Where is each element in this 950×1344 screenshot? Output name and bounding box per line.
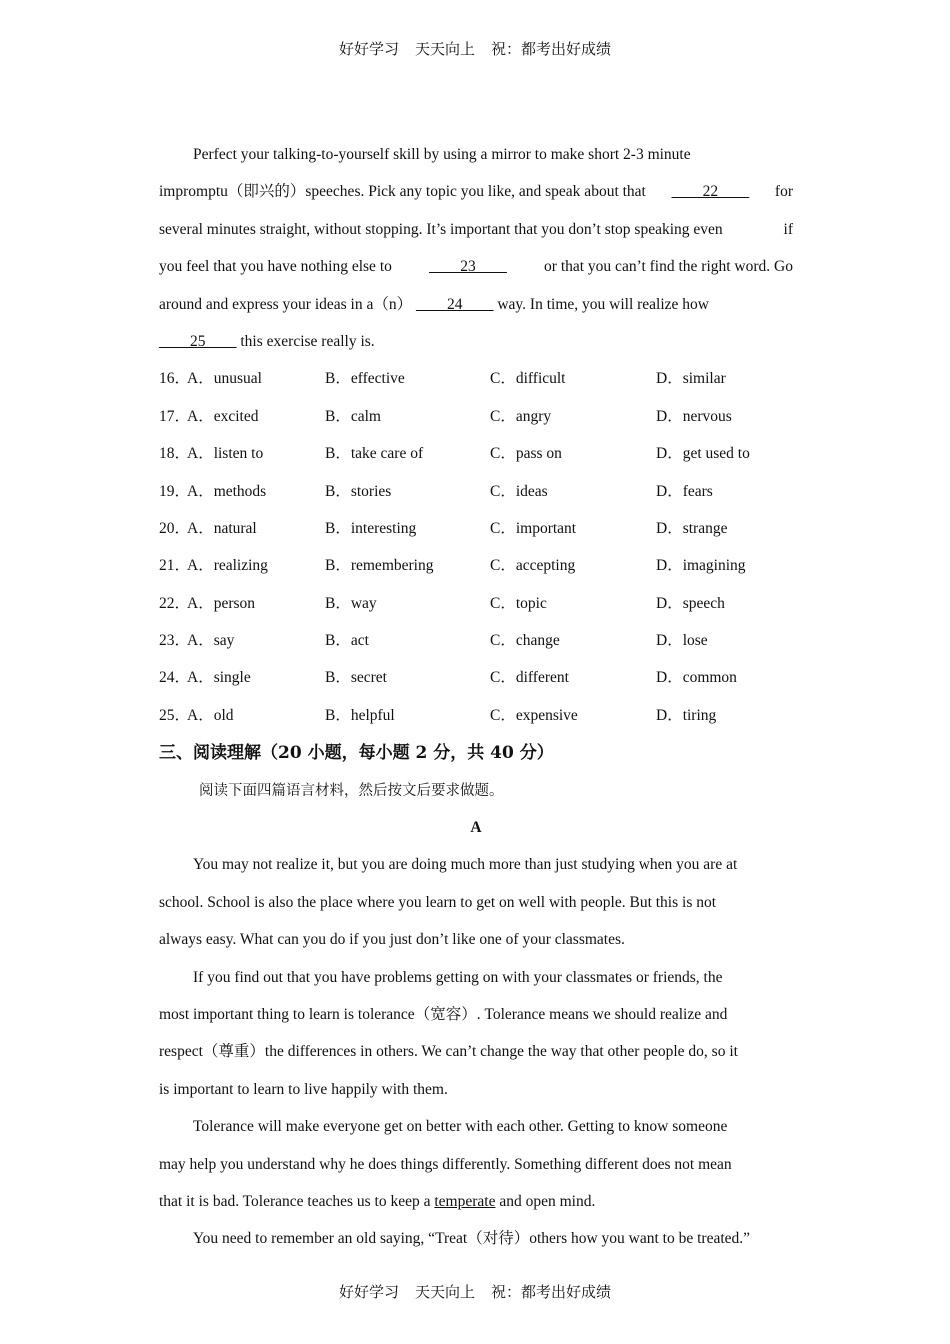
option-a: A．excited — [187, 407, 259, 425]
option-a: A．natural — [187, 519, 257, 537]
passage-text: for — [774, 183, 793, 201]
option-c: C．difficult — [490, 370, 566, 388]
passage-text: that it is bad. Tolerance teaches us to keep a — [159, 1192, 431, 1210]
option-a: A．methods — [187, 482, 267, 500]
passage-a-line: You may not realize it, but you are doing much more than just studying when you are at — [193, 856, 738, 874]
passage-text: around and express your ideas in a（n） — [159, 295, 413, 313]
passage-a-line: may help you understand why he does things differently. Something different does not mean — [159, 1155, 732, 1173]
question-number: 25． — [159, 706, 191, 724]
option-b: B．effective — [325, 370, 405, 388]
page-footer — [0, 1281, 950, 1302]
question-row — [159, 592, 793, 629]
passage-line — [159, 293, 793, 330]
blank-22: ____22____ — [671, 183, 750, 201]
option-c: C．change — [490, 632, 560, 650]
option-b: B．secret — [325, 669, 387, 687]
footer-mid: 天天向上 — [414, 1283, 475, 1301]
option-c: C．pass on — [490, 445, 562, 463]
question-row — [159, 405, 793, 442]
option-d: D．lose — [656, 632, 708, 650]
passage-text: and open mind. — [499, 1192, 596, 1210]
question-row — [159, 704, 793, 741]
option-a: A．listen to — [187, 445, 264, 463]
passage-line — [159, 180, 793, 217]
question-row — [159, 629, 793, 666]
question-number: 17． — [159, 407, 191, 425]
passage-text: several minutes straight, without stopping. It’s important that you don’t stop speaking even — [159, 220, 723, 238]
option-c: C．topic — [490, 594, 547, 612]
question-list — [159, 367, 793, 741]
option-c: C．important — [490, 519, 577, 537]
question-row — [159, 480, 793, 517]
question-number: 19． — [159, 482, 191, 500]
question-row — [159, 554, 793, 591]
option-d: D．speech — [656, 594, 725, 612]
question-number: 20． — [159, 519, 191, 537]
question-number: 21． — [159, 557, 191, 575]
passage-line — [159, 255, 793, 292]
passage-line — [159, 330, 793, 367]
question-row — [159, 517, 793, 554]
passage-text: this exercise really is. — [240, 332, 375, 350]
passage-a-line: If you find out that you have problems getting on with your classmates or friends, the — [193, 968, 723, 986]
document-body — [159, 143, 793, 1265]
passage-a-line — [159, 1190, 793, 1227]
passage-line — [159, 218, 793, 255]
blank-23: ____23____ — [429, 258, 507, 276]
passage-a-line: You need to remember an old saying, “Treat（对待）others how you want to be treated.” — [193, 1230, 751, 1248]
question-row — [159, 666, 793, 703]
option-c: C．expensive — [490, 706, 578, 724]
blank-24: ____24____ — [415, 295, 494, 313]
passage-text: you feel that you have nothing else to — [159, 258, 392, 276]
option-b: B．stories — [325, 482, 392, 500]
option-a: A．realizing — [187, 557, 268, 575]
option-b: B．act — [325, 632, 369, 650]
option-d: D．tiring — [656, 706, 717, 724]
section-instruction: 阅读下面四篇语言材料，然后按文后要求做题。 — [199, 782, 504, 799]
option-d: D．nervous — [656, 407, 732, 425]
passage-line: Perfect your talking-to-yourself skill by using a mirror to make short 2-3 minute — [193, 146, 691, 163]
option-c: C．accepting — [490, 557, 576, 575]
question-row — [159, 442, 793, 479]
part-label: A — [470, 819, 482, 837]
passage-a-line: school. School is also the place where you learn to get on well with people. But this is not — [159, 893, 717, 911]
passage-a-line: Tolerance will make everyone get on better with each other. Getting to know someone — [193, 1118, 728, 1136]
blank-25: ____25____ — [159, 332, 237, 350]
option-d: D．imagining — [656, 557, 746, 575]
question-row — [159, 367, 793, 404]
underlined-word: temperate — [434, 1192, 496, 1210]
option-b: B．remembering — [325, 557, 434, 575]
option-b: B．take care of — [325, 445, 424, 463]
option-b: B．helpful — [325, 706, 395, 724]
section-title: 三、阅读理解（20 小题，每小题 2 分，共 40 分） — [159, 743, 554, 764]
option-d: D．get used to — [656, 445, 750, 463]
footer-left: 好好学习 — [338, 1283, 399, 1301]
option-d: D．common — [656, 669, 737, 687]
page-header — [0, 38, 950, 59]
header-mid: 天天向上 — [414, 40, 475, 58]
passage-text: if — [783, 220, 793, 238]
option-a: A．old — [187, 706, 234, 724]
question-number: 24． — [159, 669, 191, 687]
question-number: 18． — [159, 445, 191, 463]
question-number: 22． — [159, 594, 191, 612]
option-a: A．person — [187, 594, 256, 612]
option-b: B．calm — [325, 407, 381, 425]
option-b: B．interesting — [325, 519, 417, 537]
passage-a-line: is important to learn to live happily with them. — [159, 1080, 448, 1098]
option-c: C．different — [490, 669, 569, 687]
footer-right: 祝：都考出好成绩 — [491, 1283, 612, 1301]
header-right: 祝：都考出好成绩 — [491, 40, 612, 58]
passage-a-line: most important thing to learn is tolerance（宽容）. Tolerance means we should realize and — [159, 1005, 728, 1023]
header-left: 好好学习 — [338, 40, 399, 58]
passage-text: impromptu（即兴的）speeches. Pick any topic you like, and speak about that — [159, 183, 646, 201]
option-d: D．strange — [656, 519, 728, 537]
option-b: B．way — [325, 594, 377, 612]
option-a: A．unusual — [187, 370, 262, 388]
option-d: D．fears — [656, 482, 713, 500]
option-a: A．single — [187, 669, 251, 687]
option-c: C．angry — [490, 407, 552, 425]
passage-text: or that you can’t find the right word. Go — [544, 258, 793, 276]
passage-a-line: always easy. What can you do if you just don’t like one of your classmates. — [159, 931, 625, 949]
passage-text: way. In time, you will realize how — [497, 295, 709, 313]
question-number: 23． — [159, 632, 191, 650]
passage-a-line: respect（尊重）the differences in others. We can’t change the way that other people do, so it — [159, 1043, 738, 1061]
option-d: D．similar — [656, 370, 726, 388]
question-number: 16． — [159, 370, 191, 388]
option-a: A．say — [187, 632, 235, 650]
option-c: C．ideas — [490, 482, 548, 500]
